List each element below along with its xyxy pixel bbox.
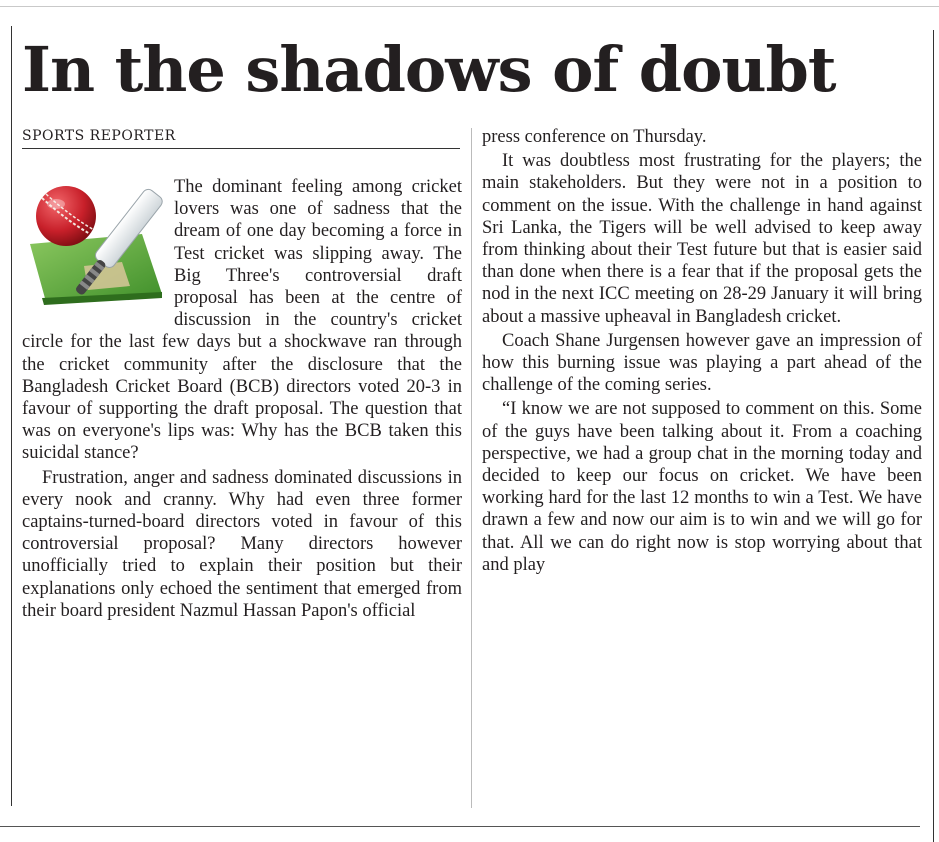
paragraph: “I know we are not supposed to comment on this. Some of the guys have been talking about it. From a coaching perspective, we had a group chat in the morning today and decided to keep our focus on cricket. We have been working hard for the last 12 months to win a Test. We have drawn a few and now our aim is to win and we will go for that. All we can do right now is stop worrying about that and play — [482, 399, 922, 575]
article-column-1 — [22, 176, 462, 622]
paragraph: It was doubtless most frustrating for the players; the main stakeholders. But they were not in a position to comment on the issue. With the challenge in hand against Sri Lanka, the Tigers will be well advised to keep away from thinking about their Test future but that is easier said than done when there is a fear that if the proposal gets the nod in the next ICC meeting on 28-29 January it will bring about a massive upheaval in Bangladesh cricket. — [482, 151, 922, 327]
bottom-divider — [0, 826, 920, 827]
left-border — [11, 26, 12, 806]
top-divider — [0, 6, 939, 7]
paragraph: The dominant feeling among cricket lovers was one of sadness that the dream of one day becoming a force in Test cricket was slipping away. The Big Three's controversial draft proposal has been at the centre of discussion in the country's cricket circle for the last few days but a shockwave ran through the cricket community after the disclosure that the Bangladesh Cricket Board (BCB) directors voted 20-3 in favour of supporting the draft proposal. The question that was on everyone's lips was: Why has the BCB taken this suicidal stance? — [22, 177, 462, 464]
right-border — [933, 30, 934, 842]
cricket-ball-bat-icon — [22, 174, 168, 308]
byline: SPORTS REPORTER — [22, 128, 460, 149]
column-divider — [471, 128, 472, 808]
paragraph: Coach Shane Jurgensen however gave an impression of how this burning issue was playing a part ahead of the challenge of the coming series. — [482, 330, 922, 396]
article-column-2 — [482, 126, 922, 576]
paragraph: press conference on Thursday. — [482, 127, 707, 147]
paragraph: Frustration, anger and sadness dominated discussions in every nook and cranny. Why had even three former captains-turned-board directors voted in favour of this controversial proposal? Many directors however unofficially tried to explain their position but their explanations only echoed the sentiment that emerged from their board president Nazmul Hassan Papon's official — [22, 467, 462, 621]
headline: In the shadows of doubt — [22, 33, 836, 106]
